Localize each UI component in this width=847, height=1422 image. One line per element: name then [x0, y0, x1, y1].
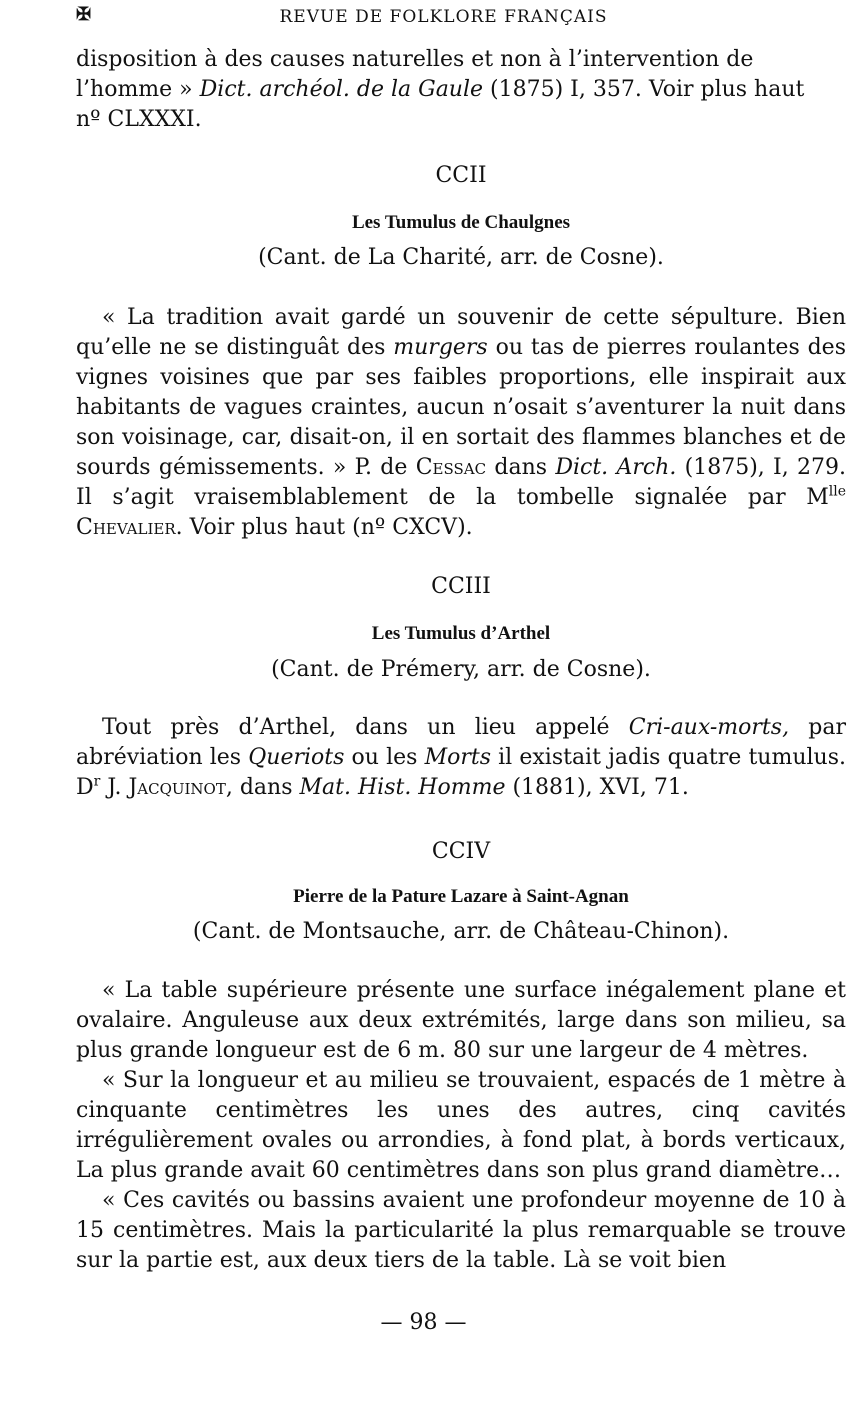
section-numeral-ccii: CCII [435, 163, 487, 188]
section-location-ccii: (Cant. de La Charité, arr. de Cosne). [258, 245, 664, 270]
intro-line-1: disposition à des causes naturelles et non à l’intervention de [76, 47, 754, 72]
page-number: — 98 — [380, 1310, 467, 1335]
paragraph: « Sur la longueur et au milieu se trouvaient, espacés de 1 mètre à cinquante centimètres les unes des autres, cinq cavités irrégulièrement ovales ou arrondies, à fond plat, à bords verticaux, La plus grande avait 60 centimètres dans son plus grand diamètre… [76, 1068, 846, 1183]
section-numeral-cciii: CCIII [431, 574, 491, 599]
intro-citation: Dict. archéol. de la Gaule [199, 77, 484, 102]
section-title-cciii: Les Tumulus d’Arthel [371, 623, 551, 644]
section-location-cciv: (Cant. de Montsauche, arr. de Château-Chinon). [192, 919, 730, 944]
intro-line-3: nº CLXXXI. [76, 107, 202, 132]
journal-title: REVUE DE FOLKLORE FRANÇAIS [279, 7, 608, 27]
paragraph: Tout près d’Arthel, dans un lieu appelé Cri-aux-morts, par abréviation les Queriots ou les Morts il existait jadis quatre tumulus. $D^r$ J. Jacquinot, dans Mat. Hist. Homme (1881), XVI, 71. [76, 715, 846, 800]
intro-line-2: l’homme » Dict. archéol. de la Gaule (1875) I, 357. Voir plus haut [76, 77, 805, 102]
intro-paragraph [76, 45, 846, 135]
section-body-cciii [76, 713, 846, 803]
section-body-cciv [76, 976, 846, 1276]
paragraph: « La tradition avait gardé un souvenir de cette sépulture. Bien qu’elle ne se distinguât des murgers ou tas de pierres roulantes des vignes voisines que par ses faibles proportions, elle inspirait aux habitants de vagues craintes, aucun n’osait s’aventurer la nuit dans son voisinage, car, disait-on, il en sortait des flammes blanches et de sourds gémissements. » P. de Cessac dans Dict. Arch. (1875), I, 279. Il s’agit vraisemblablement de la tombelle signalée par $M^{lle}$ Chevalier. Voir plus haut (nº CXCV). [76, 305, 847, 540]
section-title-ccii: Les Tumulus de Chaulgnes [351, 212, 571, 233]
section-body-ccii [76, 303, 846, 543]
paragraph: « La table supérieure présente une surface inégalement plane et ovalaire. Anguleuse aux deux extrémités, large dans son milieu, sa plus grande longueur est de 6 m. 80 sur une largeur de 4 mètres. [76, 978, 846, 1063]
section-numeral-cciv: CCIV [431, 839, 491, 864]
section-location-cciii: (Cant. de Prémery, arr. de Cosne). [271, 657, 651, 682]
paragraph: « Ces cavités ou bassins avaient une profondeur moyenne de 10 à 15 centimètres. Mais la particularité la plus remarquable se trouve sur la partie est, aux deux tiers de la table. Là se voit bien [76, 1188, 846, 1273]
running-head [0, 4, 847, 28]
section-title-cciv: Pierre de la Pature Lazare à Saint-Agnan [293, 886, 629, 907]
ornament-icon: ✠ [76, 4, 90, 25]
